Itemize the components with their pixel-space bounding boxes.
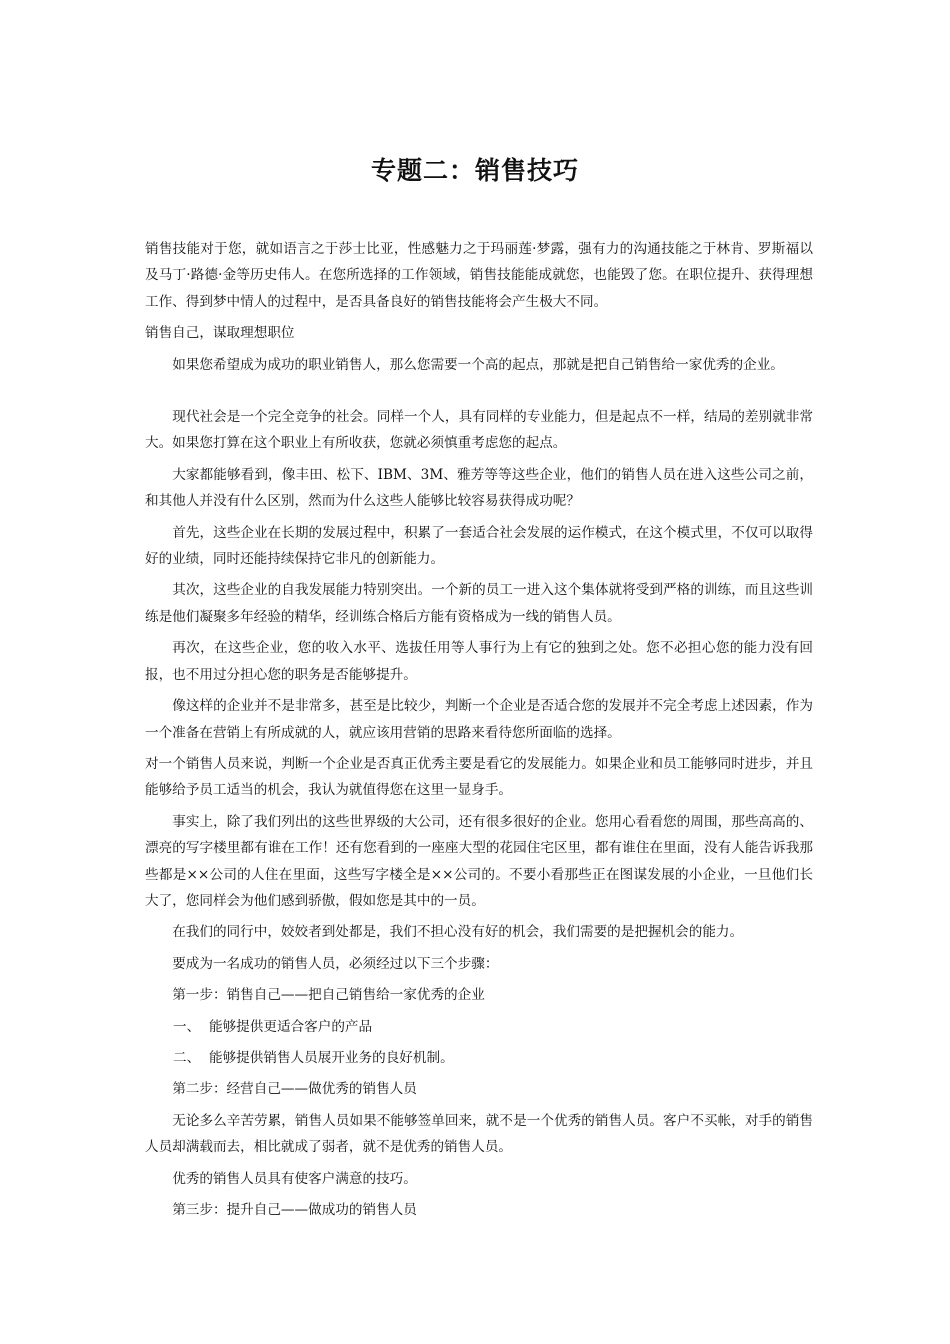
paragraph: 无论多么辛苦劳累，销售人员如果不能够签单回来，就不是一个优秀的销售人员。客户不买帐，对手的销售人员却满载而去，相比就成了弱者，就不是优秀的销售人员。 [145, 1112, 813, 1156]
list-item [145, 1045, 813, 1071]
step-heading: 第一步：销售自己——把自己销售给一家优秀的企业 [172, 987, 485, 1004]
list-item [145, 1014, 813, 1040]
paragraph: 事实上，除了我们列出的这些世界级的大公司，还有很多很好的企业。您用心看看您的周围，那些高高的、漂亮的写字楼里都有谁在工作！还有您看到的一座座大型的花园住宅区里，都有谁住在里面，没有人能告诉我那些都是××公司的人住在里面，这些写字楼全是××公司的。不要小看那些正在图谋发展的小企业，一旦他们长大了，您同样会为他们感到骄傲，假如您是其中的一员。 [145, 813, 813, 909]
document-body [145, 236, 813, 1228]
paragraph: 对一个销售人员来说，判断一个企业是否真正优秀主要是看它的发展能力。如果企业和员工能够同时进步，并且能够给予员工适当的机会，我认为就值得您在这里一显身手。 [145, 755, 813, 799]
list-number: 一、 [173, 1018, 201, 1035]
list-text: 能够提供更适合客户的产品 [209, 1018, 373, 1035]
paragraph: 大家都能够看到，像丰田、松下、IBM、3M、雅芳等等这些企业，他们的销售人员在进入这些公司之前，和其他人并没有什么区别，然而为什么这些人能够比较容易获得成功呢？ [145, 466, 813, 510]
list-text: 能够提供销售人员展开业务的良好机制。 [209, 1049, 454, 1066]
paragraph: 如果您希望成为成功的职业销售人，那么您需要一个高的起点，那就是把自己销售给一家优秀的企业。 [172, 356, 784, 373]
paragraph-intro: 销售技能对于您，就如语言之于莎士比亚，性感魅力之于玛丽莲·梦露，强有力的沟通技能之于林肯、罗斯福以及马丁·路德·金等历史伟人。在您所选择的工作领域，销售技能能成就您，也能毁了您。在职位提升、获得理想工作、得到梦中情人的过程中，是否具备良好的销售技能将会产生极大不同。 [145, 241, 813, 310]
step-heading: 第三步：提升自己——做成功的销售人员 [172, 1202, 417, 1218]
paragraph: 首先，这些企业在长期的发展过程中，积累了一套适合社会发展的运作模式，在这个模式里，不仅可以取得好的业绩，同时还能持续保持它非凡的创新能力。 [145, 524, 813, 568]
section-heading: 销售自己，谋取理想职位 [145, 325, 295, 342]
step-heading: 第二步：经营自己——做优秀的销售人员 [172, 1081, 417, 1098]
paragraph: 像这样的企业并不是非常多，甚至是比较少，判断一个企业是否适合您的发展并不完全考虑上述因素，作为一个准备在营销上有所成就的人，就应该用营销的思路来看待您所面临的选择。 [145, 698, 813, 741]
paragraph: 其次，这些企业的自我发展能力特别突出。一个新的员工一进入这个集体就将受到严格的训练，而且这些训练是他们凝聚多年经验的精华，经训练合格后方能有资格成为一线的销售人员。 [145, 582, 813, 625]
paragraph: 现代社会是一个完全竞争的社会。同样一个人，具有同样的专业能力，但是起点不一样，结局的差别就非常大。如果您打算在这个职业上有所收获，您就必须慎重考虑您的起点。 [145, 409, 813, 452]
list-number: 二、 [173, 1049, 201, 1066]
paragraph: 在我们的同行中，姣姣者到处都是，我们不担心没有好的机会，我们需要的是把握机会的能力。 [172, 924, 744, 941]
paragraph: 优秀的销售人员具有使客户满意的技巧。 [172, 1170, 417, 1187]
page-title: 专题二：销售技巧 [370, 156, 579, 185]
paragraph: 要成为一名成功的销售人员，必须经过以下三个步骤： [172, 955, 499, 972]
paragraph: 再次，在这些企业，您的收入水平、选拔任用等人事行为上有它的独到之处。您不必担心您的能力没有回报，也不用过分担心您的职务是否能够提升。 [145, 640, 813, 683]
